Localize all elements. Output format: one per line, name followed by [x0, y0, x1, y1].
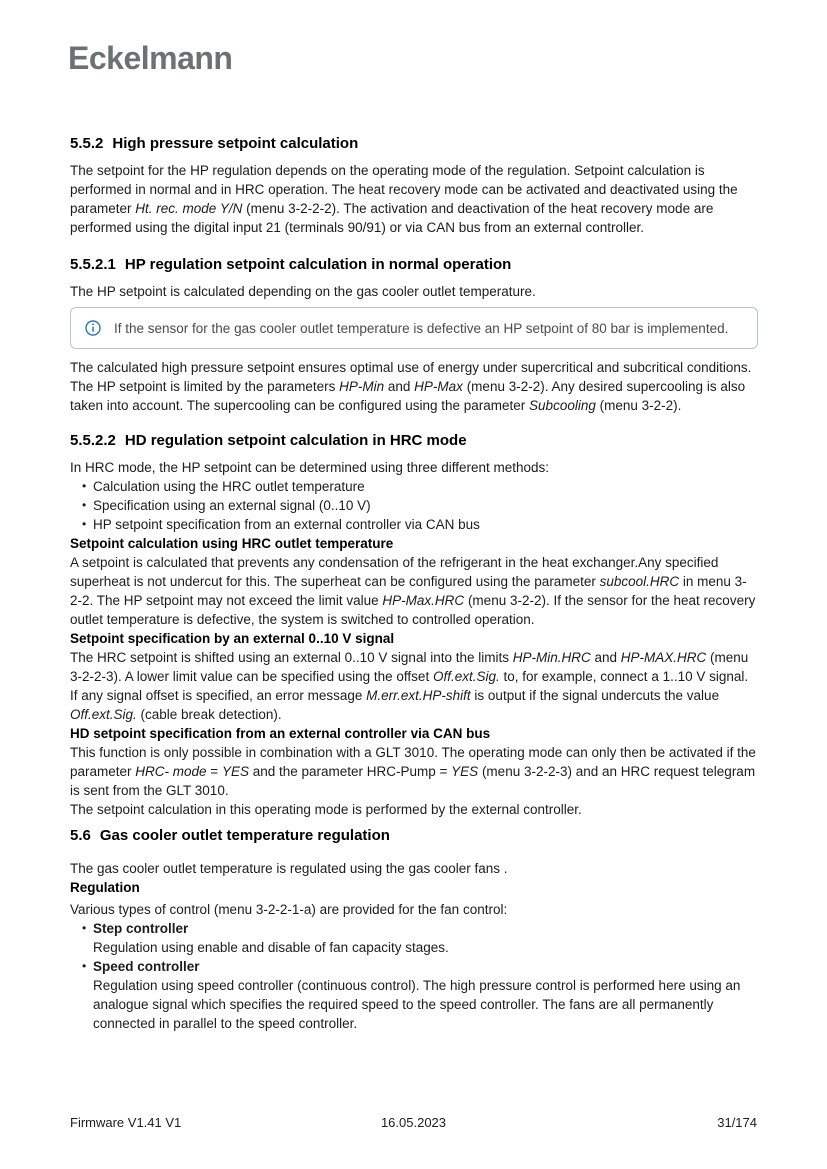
paragraph-can-bus-2: The setpoint calculation in this operating mode is performed by the external controller. [70, 802, 582, 817]
methods-bullet-list [70, 477, 758, 534]
section-title: High pressure setpoint calculation [112, 135, 359, 152]
page-content [70, 136, 758, 1033]
section-number: 5.6 [70, 827, 91, 844]
section-number: 5.5.2 [70, 135, 104, 152]
paragraph-regulation-intro: Various types of control (menu 3-2-2-1-a) are provided for the fan control: [70, 902, 508, 917]
subheading-hrc-outlet: Setpoint calculation using HRC outlet temperature [70, 536, 394, 551]
paragraph-552: The setpoint for the HP regulation depends on the operating mode of the regulation. Setpoint calculation is performed in normal and in HRC operation. The heat recovery mode can be activated and deactivated using the parameter Ht. rec. mode Y/N (menu 3-2-2-2). The activation and deactivation of the heat recovery mode are performed using the digital input 21 (terminals 90/91) or via CAN bus from an external controller. [70, 163, 738, 235]
info-note-box [70, 307, 758, 349]
footer-firmware-version: Firmware V1.41 V1 [70, 1115, 182, 1130]
section-heading-552 [70, 136, 758, 152]
section-number: 5.5.2.2 [70, 432, 116, 449]
paragraph-hrc-outlet: A setpoint is calculated that prevents any condensation of the refrigerant in the heat exchanger.Any specified superheat is not undercut for this. The superheat can be configured using the parameter subcool.HRC in menu 3-2-2. The HP setpoint may not exceed the limit value HP-Max.HRC (menu 3-2-2). If the sensor for the heat recovery outlet temperature is defective, the system is switched to controlled operation. [70, 555, 756, 627]
list-item: • HP setpoint specification from an external controller via CAN bus [82, 515, 758, 534]
paragraph-5521: The calculated high pressure setpoint ensures optimal use of energy under supercritical and subcritical conditions. The HP setpoint is limited by the parameters HP-Min and HP-Max (menu 3-2-2). Any desired supercooling is also taken into account. The supercooling can be configured using the parameter Subcooling (menu 3-2-2). [70, 360, 752, 413]
section-heading-5522 [70, 433, 758, 449]
section-number: 5.5.2.1 [70, 256, 116, 273]
list-item [82, 919, 758, 957]
section-heading-5521 [70, 257, 758, 273]
info-icon [85, 320, 101, 336]
subheading-can-bus: HD setpoint specification from an external controller via CAN bus [70, 726, 491, 741]
subheading-external-signal: Setpoint specification by an external 0..10 V signal [70, 631, 395, 646]
eckelmann-logo: Eckelmann [68, 40, 233, 76]
section-title: HD regulation setpoint calculation in HRC mode [124, 432, 467, 449]
footer-date: 16.05.2023 [380, 1115, 447, 1130]
footer-page-number: 31/174 [717, 1115, 757, 1130]
list-item-title: • Step controller [93, 921, 189, 936]
paragraph-external-signal: The HRC setpoint is shifted using an external 0..10 V signal into the limits HP-Min.HRC and HP-MAX.HRC (menu 3-2-2-3). A lower limit value can be specified using the offset Off.ext.Sig. to, for example, connect a 1..10 V signal. If any signal offset is specified, an error message M.err.ext.HP-shift is output if the signal undercuts the value Off.ext.Sig. (cable break detection). [70, 650, 749, 722]
section-heading-56 [70, 828, 758, 844]
list-item-title: • Speed controller [93, 959, 200, 974]
paragraph-5521-intro: The HP setpoint is calculated depending on the gas cooler outlet temperature. [70, 284, 536, 299]
list-item [82, 957, 758, 1033]
paragraph-56-intro: The gas cooler outlet temperature is regulated using the gas cooler fans . [70, 861, 508, 876]
section-title: HP regulation setpoint calculation in normal operation [124, 256, 512, 273]
info-note-text: If the sensor for the gas cooler outlet temperature is defective an HP setpoint of 80 bar is implemented. [114, 320, 729, 336]
section-title: Gas cooler outlet temperature regulation [99, 827, 390, 844]
list-item-desc: Regulation using enable and disable of fan capacity stages. [93, 940, 449, 955]
page-footer [70, 1115, 757, 1130]
paragraph-can-bus: This function is only possible in combination with a GLT 3010. The operating mode can only then be activated if the parameter HRC- mode = YES and the parameter HRC-Pump = YES (menu 3-2-2-3) and an HRC request telegram is sent from the GLT 3010. [70, 745, 756, 798]
list-item-desc: Regulation using speed controller (continuous control). The high pressure control is performed here using an analogue signal which specifies the required speed to the speed controller. The fans are all permanently connected in parallel to the speed controller. [93, 978, 741, 1031]
list-item: • Specification using an external signal (0..10 V) [82, 496, 758, 515]
regulation-label: Regulation [70, 880, 140, 895]
paragraph-5522-intro: In HRC mode, the HP setpoint can be determined using three different methods: [70, 460, 550, 475]
list-item: • Calculation using the HRC outlet temperature [82, 477, 758, 496]
controller-bullet-list [70, 919, 758, 1033]
